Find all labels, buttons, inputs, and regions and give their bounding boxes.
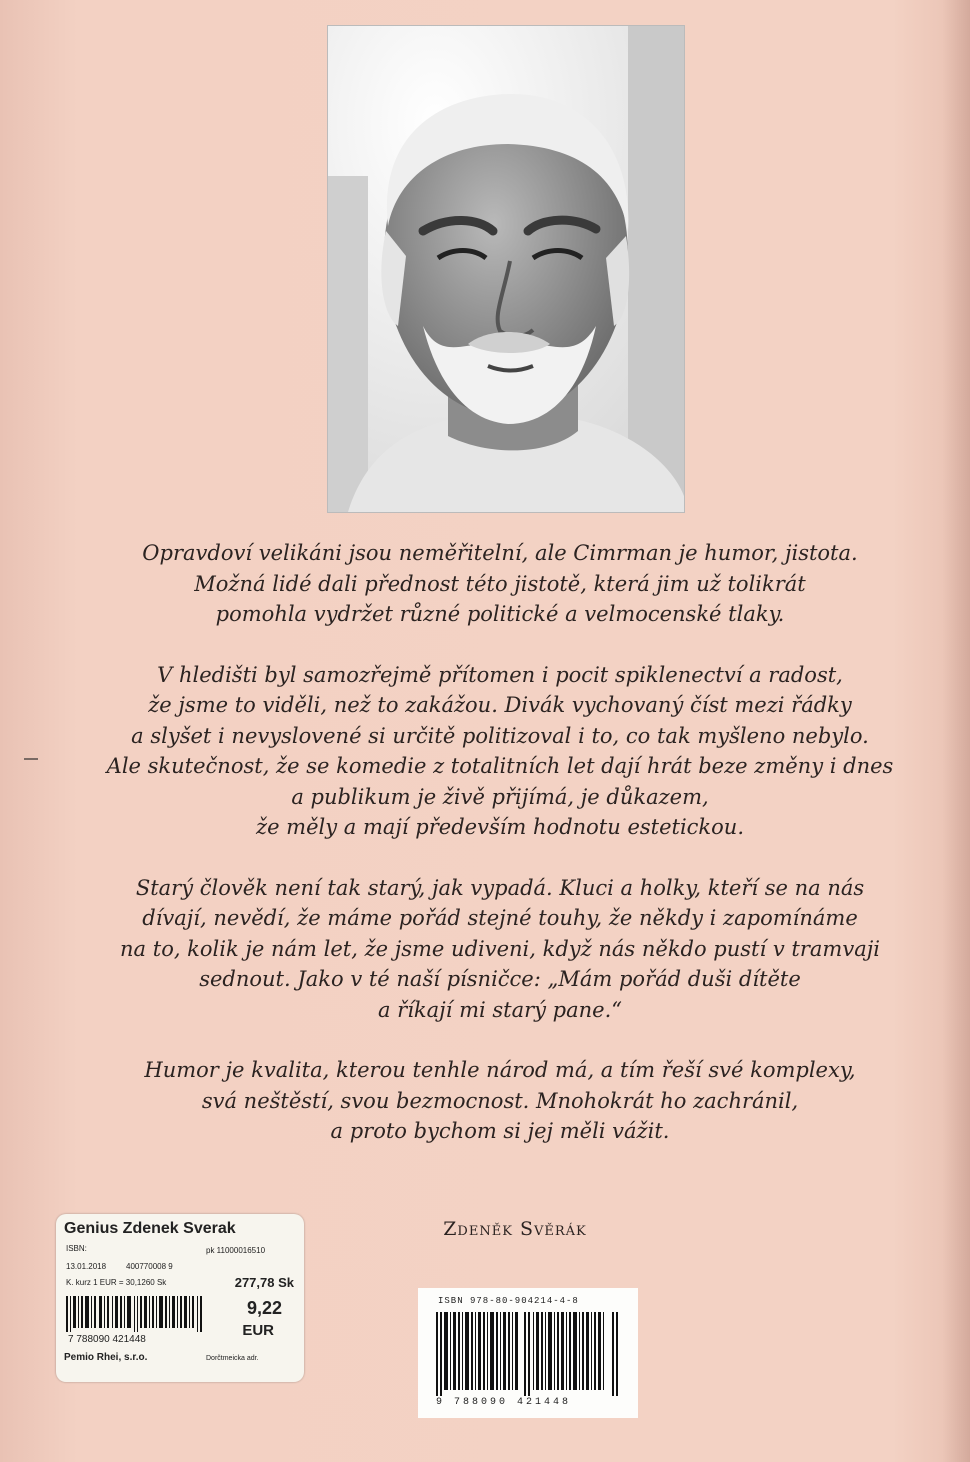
paragraph-1 xyxy=(100,538,900,630)
sticker-title: Genius Zdenek Sverak xyxy=(64,1220,236,1237)
sticker-barcode-number: 7 788090 421448 xyxy=(68,1334,146,1345)
isbn-barcode-box xyxy=(418,1288,638,1418)
paragraph-3 xyxy=(100,873,900,1026)
text-line: a proto bychom si jej měli vážit. xyxy=(330,1119,670,1143)
text-line: Starý člověk není tak starý, jak vypadá. Kluci a holky, kteří se na nás xyxy=(135,875,865,900)
sticker-isbn-label: ISBN: xyxy=(66,1244,87,1253)
sticker-city: Dorčtmeicka adr. xyxy=(206,1355,259,1362)
margin-mark xyxy=(24,758,38,760)
portrait-photo-icon xyxy=(328,26,684,512)
text-line: dívají, nevědí, že máme pořád stejné touhy, že někdy i zapomínáme xyxy=(142,906,858,930)
sticker-publisher: Pemio Rhei, s.r.o. xyxy=(64,1352,148,1363)
text-line: na to, kolik je nám let, že jsme udiveni, když nás někdo pustí v tramvaji xyxy=(120,936,880,961)
author-portrait xyxy=(327,25,685,513)
isbn-number: 9 788090 421448 xyxy=(436,1397,572,1408)
text-line: a publikum je živě přijímá, je důkazem, xyxy=(291,784,709,809)
isbn-label: ISBN 978-80-904214-4-8 xyxy=(438,1296,579,1306)
sticker-rate: K. kurz 1 EUR = 30,1260 Sk xyxy=(66,1278,167,1287)
text-line: pomohla vydržet různé politické a velmocenské tlaky. xyxy=(215,602,785,626)
author-signature: Zdeněk Svěrák xyxy=(443,1218,587,1240)
text-line: sednout. Jako v té naší písničce: „Mám pořád duši dítěte xyxy=(199,967,801,991)
sticker-price-eur: 9,22 xyxy=(246,1298,282,1318)
text-line: Ale skutečnost, že se komedie z totalitních let dají hrát beze změny i dnes xyxy=(106,754,894,778)
text-line: že měly a mají především hodnotu estetickou. xyxy=(256,815,744,839)
paragraph-4 xyxy=(100,1055,900,1147)
sticker-barcode-icon xyxy=(66,1296,216,1337)
paragraph-2 xyxy=(100,660,900,843)
text-line: Humor je kvalita, kterou tenhle národ má, a tím řeší své komplexy, xyxy=(144,1058,856,1082)
price-sticker xyxy=(56,1214,304,1382)
isbn-barcode-icon xyxy=(436,1312,622,1401)
text-line: a říkají mi starý pane.“ xyxy=(377,997,623,1022)
text-line: V hledišti byl samozřejmě přítomen i pocit spiklenectví a radost, xyxy=(157,662,843,687)
text-line: že jsme to viděli, než to zakážou. Divák vychovaný číst mezi řádky xyxy=(148,693,852,717)
sticker-price-sk: 277,78 Sk xyxy=(234,1275,294,1290)
sticker-date: 13.01.2018 xyxy=(66,1262,107,1271)
cover-edge-shadow xyxy=(942,0,970,1462)
sticker-currency: EUR xyxy=(242,1322,274,1339)
text-line: Opravdoví velikáni jsou neměřitelní, ale Cimrman je humor, jistota. xyxy=(142,541,858,565)
sticker-id: 400770008 9 xyxy=(126,1262,173,1271)
text-line: svá neštěstí, svou bezmocnost. Mnohokrát ho zachránil, xyxy=(201,1088,799,1113)
text-line: Možná lidé dali přednost této jistotě, která jim už tolikrát xyxy=(194,571,806,596)
blurb-text xyxy=(100,538,900,1177)
text-line: a slyšet i nevyslovené si určitě politizoval i to, co tak myšleno nebylo. xyxy=(131,723,869,748)
sticker-code: pk 11000016510 xyxy=(206,1246,266,1255)
